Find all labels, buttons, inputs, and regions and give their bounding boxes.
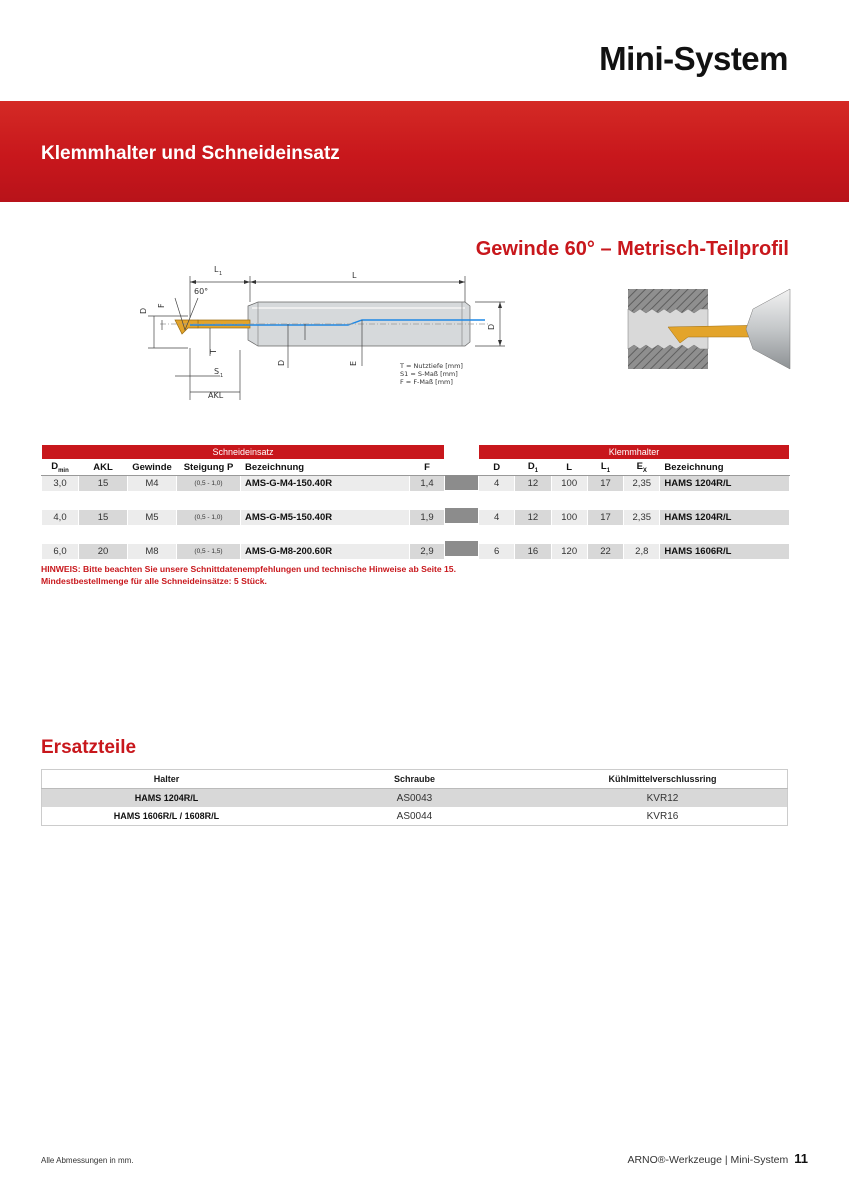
table-row: 6,0 20 M8 (0,5 - 1,5) AMS-G-M8-200.60R 2,9 xyxy=(42,544,445,560)
order-hint: HINWEIS: Bitte beachten Sie unsere Schnittdatenempfehlungen und technische Hinweise ab Seite 15. Mindestbestellmenge für alle Schneideinsätze: 5 Stück. xyxy=(41,564,456,586)
section-heading: Gewinde 60° – Metrisch-Teilprofil xyxy=(475,238,789,260)
footer-note: Alle Abmessungen in mm. xyxy=(41,1156,134,1165)
svg-text:1: 1 xyxy=(220,373,224,379)
insert-group-header: Schneideinsatz xyxy=(42,445,445,460)
table-row: 6 16 120 22 2,8 HAMS 1606R/L xyxy=(479,544,790,560)
col-f: F xyxy=(410,460,445,476)
table-row: 4 12 100 17 2,35 HAMS 1204R/L xyxy=(479,476,790,492)
spare-parts-table xyxy=(41,769,788,826)
material-swatch xyxy=(445,541,478,556)
table-row: 4 12 100 17 2,35 HAMS 1204R/L xyxy=(479,510,790,526)
col-ring: Kühlmittelverschlussring xyxy=(538,770,788,789)
legend-t: T = Nutztiefe [mm] xyxy=(400,362,463,370)
label-s1: S xyxy=(214,367,220,376)
col-d1: $D_1$ xyxy=(515,460,551,476)
label-d1: D xyxy=(487,323,496,330)
label-t: T xyxy=(209,349,218,354)
label-angle: 60° xyxy=(194,287,209,296)
table-row: HAMS 1606R/L / 1608R/L AS0044 KVR16 xyxy=(113,810,679,822)
category-band xyxy=(0,101,849,202)
thread-cutting-illustration xyxy=(628,289,790,369)
table-row: HAMS 1204R/L AS0043 KVR12 xyxy=(42,789,788,808)
label-f: F xyxy=(157,303,166,308)
svg-text:1: 1 xyxy=(219,271,223,277)
label-l1: L xyxy=(214,265,219,274)
legend-s1: S1 = S-Maß [mm] xyxy=(400,370,458,378)
spare-parts-heading: Ersatzteile xyxy=(41,737,137,758)
material-swatch xyxy=(445,475,478,490)
col-d: D xyxy=(479,460,515,476)
col-gewinde: Gewinde xyxy=(128,460,177,476)
col-l: L xyxy=(551,460,587,476)
label-d: D xyxy=(277,359,286,366)
col-bezeichnung-holder: Bezeichnung xyxy=(660,460,790,476)
label-l: L xyxy=(352,271,357,280)
col-l1: $L_1$ xyxy=(587,460,623,476)
page-title: Mini-System xyxy=(599,40,788,77)
label-akl: AKL xyxy=(208,391,224,400)
footer-brand: ARNO®-Werkzeuge | Mini-System 11 xyxy=(627,1151,808,1166)
label-ex: E xyxy=(349,360,358,366)
col-bezeichnung-insert: Bezeichnung xyxy=(241,460,410,476)
holder-table xyxy=(478,444,790,560)
table-row: 4,0 15 M5 (0,5 - 1,0) AMS-G-M5-150.40R 1,9 xyxy=(42,510,445,526)
label-dmin: D xyxy=(139,307,148,314)
holder-group-header: Klemmhalter xyxy=(479,445,790,460)
table-row: 3,0 15 M4 (0,5 - 1,0) AMS-G-M4-150.40R 1,4 xyxy=(42,476,445,492)
page-number: 11 xyxy=(794,1151,808,1166)
col-schraube: Schraube xyxy=(291,770,538,789)
col-dmin: $D_{min}$ xyxy=(42,460,79,476)
tool-technical-drawing xyxy=(130,258,496,408)
col-akl: AKL xyxy=(79,460,128,476)
col-halter: Halter xyxy=(42,770,291,789)
band-title: Klemmhalter und Schneideinsatz xyxy=(41,143,340,164)
insert-table xyxy=(41,444,445,560)
legend-f: F = F-Maß [mm] xyxy=(400,378,453,386)
col-steigung: Steigung P xyxy=(177,460,241,476)
material-swatch xyxy=(445,508,478,523)
col-ex: $E_X$ xyxy=(624,460,660,476)
